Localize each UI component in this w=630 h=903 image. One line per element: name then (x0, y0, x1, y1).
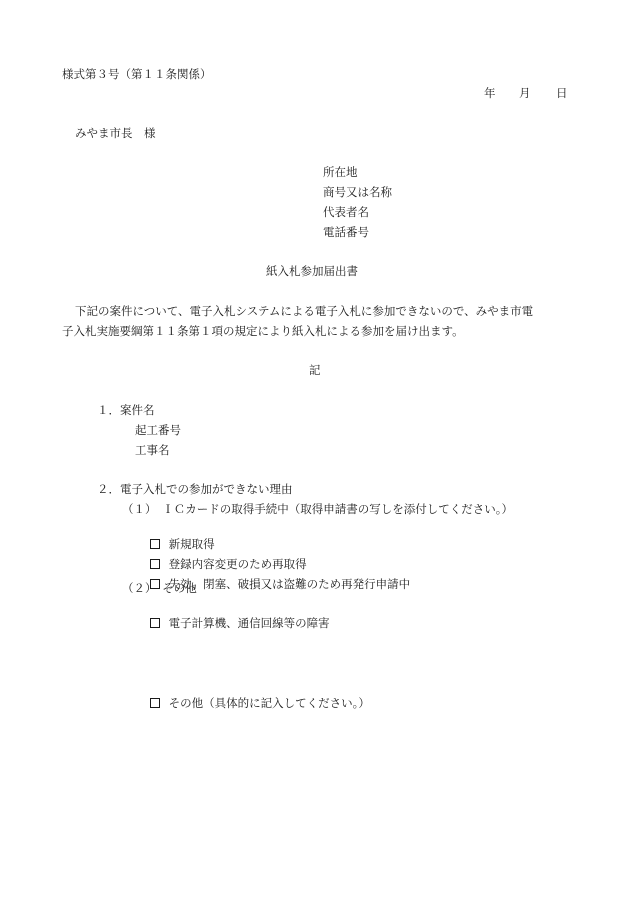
sub-2-label: （２） その他 (122, 581, 197, 595)
date-month: 月 (519, 86, 531, 100)
option-system-failure[interactable] (135, 601, 330, 646)
construction-name-label: 工事名 (135, 443, 170, 457)
addressee: みやま市長 様 (75, 126, 156, 140)
case-number-label: 起工番号 (135, 423, 181, 437)
document-title: 紙入札参加届出書 (266, 264, 358, 278)
applicant-representative-label: 代表者名 (323, 205, 369, 219)
applicant-phone-label: 電話番号 (323, 225, 369, 239)
option-other[interactable] (135, 681, 370, 726)
date-year: 年 (484, 86, 496, 100)
option-label: 失効、閉塞、破損又は盗難のため再発行申請中 (168, 577, 411, 591)
section-2-heading: ２．電子入札での参加ができない理由 (97, 482, 293, 496)
form-number: 様式第３号（第１１条関係） (62, 67, 212, 81)
checkbox-icon[interactable] (150, 618, 160, 628)
body-line-1: 下記の案件について、電子入札システムによる電子入札に参加できないので、みやま市電 (75, 304, 534, 318)
option-label: 新規取得 (168, 537, 215, 551)
body-line-2: 子入札実施要綱第１１条第１項の規定により紙入札による参加を届け出ます。 (62, 324, 464, 338)
section-1-heading: １．案件名 (97, 403, 155, 417)
sub-1-label: （１） ＩＣカードの取得手続中（取得申請書の写しを添付してください。） (122, 502, 513, 516)
option-label: その他（具体的に記入してください。） (168, 696, 370, 710)
option-label: 登録内容変更のため再取得 (168, 557, 307, 571)
applicant-address-label: 所在地 (323, 165, 358, 179)
ki-marker: 記 (309, 363, 321, 377)
applicant-name-label: 商号又は名称 (323, 185, 392, 199)
checkbox-icon[interactable] (150, 698, 160, 708)
date-day: 日 (556, 86, 568, 100)
option-label: 電子計算機、通信回線等の障害 (168, 616, 330, 630)
